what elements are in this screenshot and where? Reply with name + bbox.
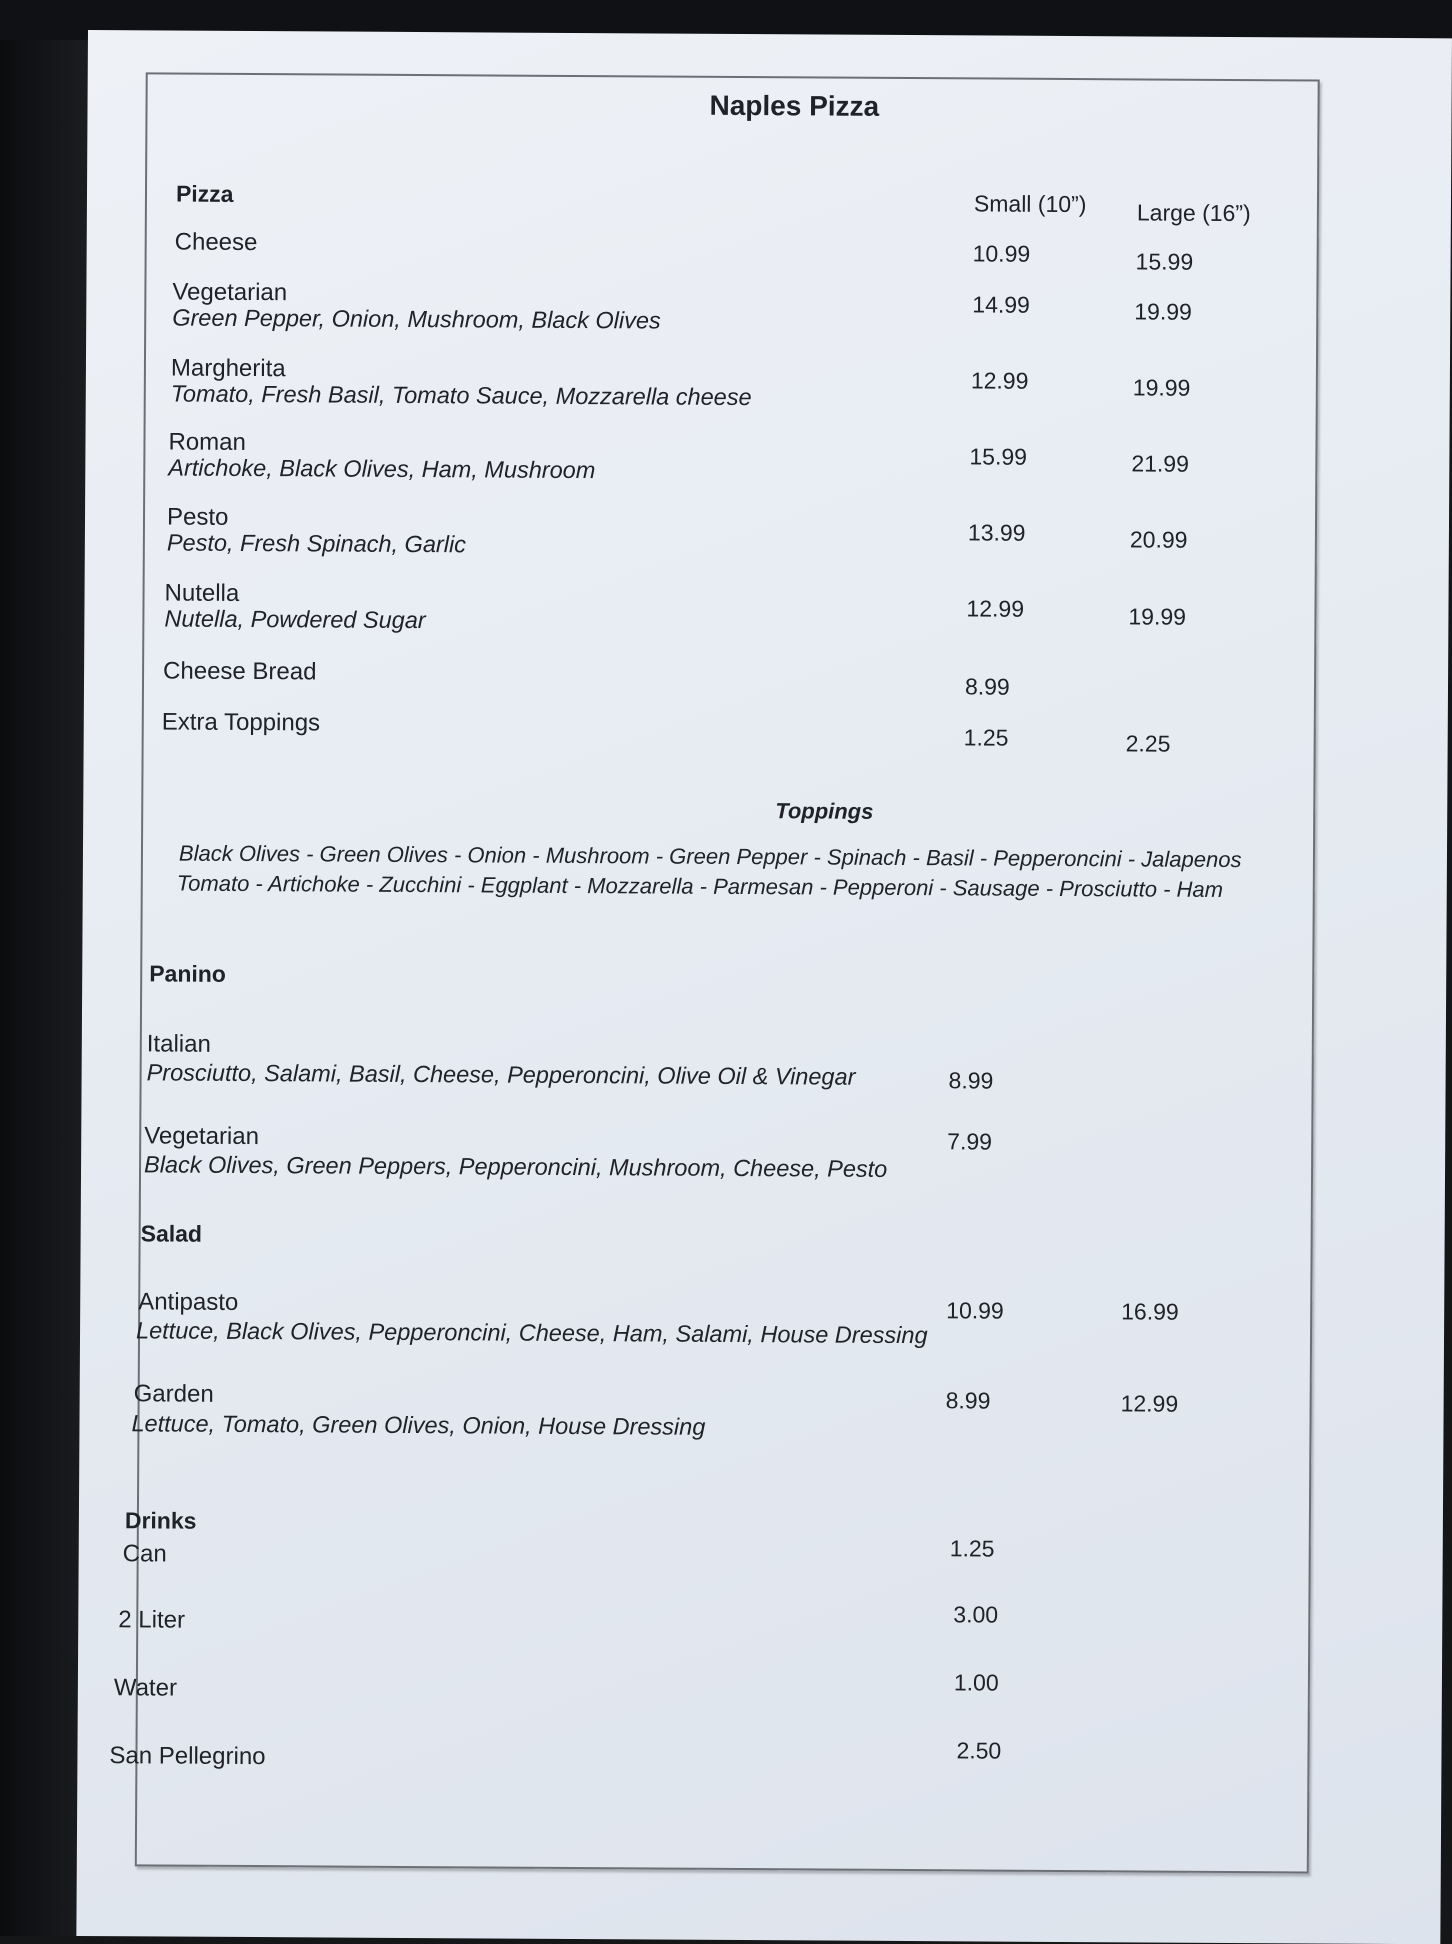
price-small: 8.99: [948, 1067, 994, 1094]
price-large: 19.99: [1128, 603, 1187, 630]
menu-item-name: Vegetarian: [172, 278, 288, 307]
menu-item-name: Roman: [168, 428, 246, 456]
menu-item-name: Water: [113, 1674, 178, 1702]
section-salad-heading: Salad: [140, 1220, 203, 1247]
price-large: 20.99: [1129, 526, 1188, 553]
price-large: 12.99: [1120, 1390, 1179, 1417]
toppings-heading: Toppings: [775, 798, 874, 824]
menu-item-name: Nutella: [164, 579, 240, 607]
menu-item-name: Cheese Bread: [163, 657, 317, 686]
menu-item-description: Lettuce, Tomato, Green Olives, Onion, House Dressing: [131, 1410, 706, 1440]
price-large: 16.99: [1121, 1298, 1179, 1325]
menu-item-description: Artichoke, Black Olives, Ham, Mushroom: [168, 454, 596, 484]
menu-frame: [135, 72, 1320, 1873]
price-small: 1.25: [949, 1535, 995, 1562]
price-small: 15.99: [969, 443, 1028, 470]
price-small: 1.25: [963, 724, 1009, 751]
price-small: 8.99: [964, 673, 1010, 700]
menu-item-name: San Pellegrino: [109, 1742, 266, 1771]
price-small: 10.99: [972, 240, 1031, 267]
price-large: 19.99: [1134, 298, 1192, 325]
price-small: 10.99: [946, 1297, 1004, 1324]
price-small: 2.50: [956, 1737, 1002, 1764]
menu-item-name: Cheese: [174, 228, 258, 257]
menu-sheet: [76, 30, 1452, 1944]
menu-item-description: Green Pepper, Onion, Mushroom, Black Olives: [172, 304, 661, 334]
toppings-line: Tomato - Artichoke - Zucchini - Eggplant - Mozzarella - Parmesan - Pepperoni - Sausage - Prosciutto - Ham: [176, 870, 1224, 902]
column-large-heading: Large (16”): [1136, 199, 1251, 227]
price-small: 1.00: [953, 1669, 999, 1696]
price-small: 8.99: [945, 1387, 991, 1414]
menu-item-name: Vegetarian: [144, 1122, 260, 1151]
menu-item-description: Black Olives, Green Peppers, Pepperoncini, Mushroom, Cheese, Pesto: [143, 1151, 888, 1182]
price-small: 7.99: [947, 1128, 993, 1155]
price-large: 21.99: [1131, 450, 1190, 477]
menu-item-name: Italian: [146, 1030, 211, 1058]
price-small: 12.99: [966, 595, 1025, 622]
menu-item-description: Tomato, Fresh Basil, Tomato Sauce, Mozzarella cheese: [170, 380, 752, 411]
price-large: 2.25: [1125, 730, 1171, 757]
menu-item-name: Extra Toppings: [161, 708, 321, 737]
price-large: 15.99: [1135, 248, 1194, 275]
menu-item-description: Pesto, Fresh Spinach, Garlic: [166, 529, 467, 558]
menu-item-description: Prosciutto, Salami, Basil, Cheese, Pepperoncini, Olive Oil & Vinegar: [146, 1059, 856, 1090]
menu-item-name: Garden: [133, 1380, 214, 1408]
menu-item-description: Nutella, Powdered Sugar: [164, 605, 426, 634]
section-panino-heading: Panino: [149, 960, 226, 987]
price-small: 14.99: [972, 291, 1030, 318]
column-small-heading: Small (10”): [973, 190, 1087, 218]
menu-item-name: Can: [122, 1540, 167, 1568]
menu-item-name: Pesto: [166, 503, 229, 531]
menu-item-name: Antipasto: [138, 1288, 239, 1316]
price-large: 19.99: [1132, 374, 1191, 401]
menu-item-description: Lettuce, Black Olives, Pepperoncini, Cheese, Ham, Salami, House Dressing: [135, 1317, 928, 1349]
menu-item-name: Margherita: [170, 354, 286, 383]
price-small: 12.99: [970, 367, 1029, 394]
section-pizza-heading: Pizza: [175, 180, 234, 207]
section-drinks-heading: Drinks: [124, 1507, 197, 1534]
price-small: 13.99: [967, 519, 1026, 546]
page-title: Naples Pizza: [709, 89, 880, 122]
menu-item-name: 2 Liter: [118, 1606, 186, 1634]
price-small: 3.00: [953, 1601, 999, 1628]
toppings-line: Black Olives - Green Olives - Onion - Mushroom - Green Pepper - Spinach - Basil - Pepperoncini - Jalapenos: [178, 840, 1242, 873]
